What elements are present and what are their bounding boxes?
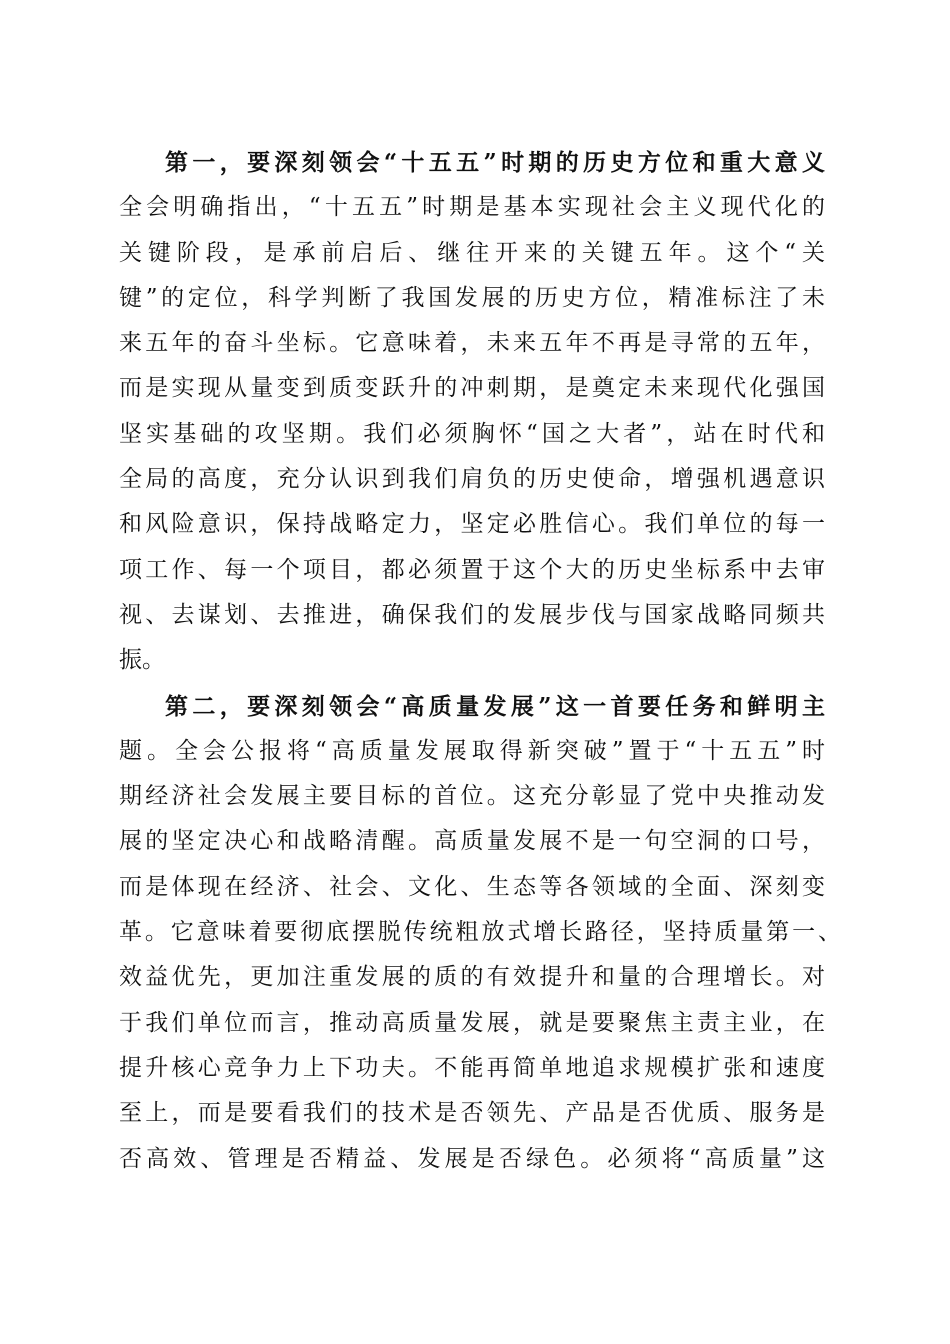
section2-line: 否高效、管理是否精益、发展是否绿色。必须将“高质量”这	[119, 1145, 825, 1172]
section2-line: 至上，而是要看我们的技术是否领先、产品是否优质、服务是	[119, 1100, 825, 1127]
section2-line: 革。它意味着要彻底摆脱传统粗放式增长路径，坚持质量第一、	[119, 919, 841, 946]
section2-line: 期经济社会发展主要目标的首位。这充分彰显了党中央推动发	[119, 783, 825, 810]
section1-line: 关键阶段，是承前启后、继往开来的关键五年。这个“关	[119, 239, 825, 266]
section2-line: 展的坚定决心和战略清醒。高质量发展不是一句空洞的口号，	[119, 828, 825, 855]
section1-line: 全局的高度，充分认识到我们肩负的历史使命，增强机遇意识	[119, 466, 825, 493]
document-body	[119, 140, 841, 1182]
section1-line: 和风险意识，保持战略定力，坚定必胜信心。我们单位的每一	[119, 511, 825, 538]
section1-line: 键”的定位，科学判断了我国发展的历史方位，精准标注了未	[119, 284, 825, 311]
section2-line: 效益优先，更加注重发展的质的有效提升和量的合理增长。对	[119, 964, 825, 991]
section1-line: 全会明确指出，“十五五”时期是基本实现社会主义现代化的	[119, 194, 825, 221]
section1-heading: 第一，要深刻领会“十五五”时期的历史方位和重大意义	[165, 149, 825, 176]
section2-line: 于我们单位而言，推动高质量发展，就是要聚焦主责主业，在	[119, 1009, 825, 1036]
section1-line: 视、去谋划、去推进，确保我们的发展步伐与国家战略同频共	[119, 601, 825, 628]
section1-line: 坚实基础的攻坚期。我们必须胸怀“国之大者”，站在时代和	[119, 420, 825, 447]
section2-line: 题。全会公报将“高质量发展取得新突破”置于“十五五”时	[119, 737, 825, 764]
section2-line: 而是体现在经济、社会、文化、生态等各领域的全面、深刻变	[119, 873, 825, 900]
section1-line: 项工作、每一个项目，都必须置于这个大的历史坐标系中去审	[119, 556, 825, 583]
section1-line: 振。	[119, 647, 165, 674]
section1-line: 而是实现从量变到质变跃升的冲刺期，是奠定未来现代化强国	[119, 375, 825, 402]
section2-heading: 第二，要深刻领会“高质量发展”这一首要任务和鲜明主	[165, 692, 825, 720]
section1-line: 来五年的奋斗坐标。它意味着，未来五年不再是寻常的五年，	[119, 330, 825, 357]
section2-line: 提升核心竞争力上下功夫。不能再简单地追求规模扩张和速度	[119, 1054, 825, 1081]
